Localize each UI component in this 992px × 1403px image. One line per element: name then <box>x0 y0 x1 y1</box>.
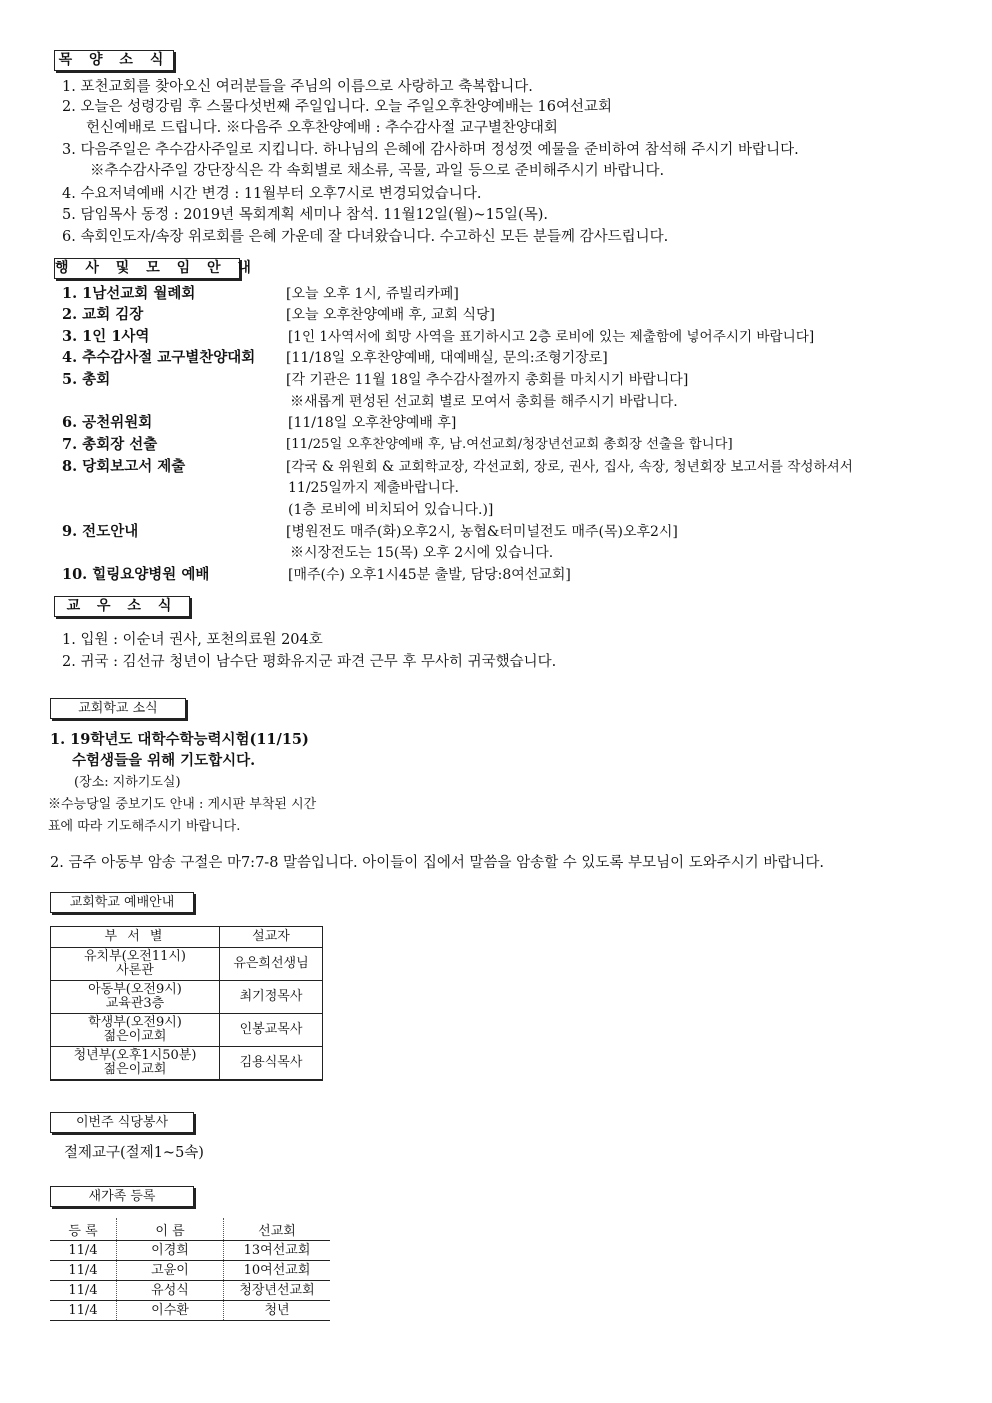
col-name: 이 름 <box>117 1218 224 1241</box>
col-preacher: 설교자 <box>220 927 323 948</box>
events-header: 행 사 및 모 임 안 내 <box>54 258 240 279</box>
school-news-item-1-sub: 수험생들을 위해 기도합시다. <box>72 752 256 769</box>
dept-place: 젊은이교회 <box>103 1029 167 1044</box>
event-label-5: 5. 총회 <box>62 371 111 388</box>
dept-cell <box>51 981 220 1014</box>
table-row <box>50 1301 330 1321</box>
event-value-6: [11/18일 오후찬양예배 후] <box>288 415 457 431</box>
event-value-8-line2: 11/25일까지 제출바랍니다. <box>288 480 459 496</box>
members-item-2: 2. 귀국 : 김선규 청년이 남수단 평화유지군 파견 근무 후 무사히 귀국했습니다. <box>62 654 557 670</box>
members-item-1: 1. 입원 : 이순녀 권사, 포천의료원 204호 <box>62 632 323 648</box>
dept-name: 아동부(오전9시) <box>88 982 182 997</box>
pastoral-item-3-note: ※추수감사주일 강단장식은 각 속회별로 채소류, 곡물, 과일 등으로 준비해주시기 바랍니다. <box>90 163 665 179</box>
pastoral-item-5: 5. 담임목사 동정 : 2019년 목회계획 세미나 참석. 11월12일(월)~15일(목). <box>62 207 548 223</box>
group-cell: 13여선교회 <box>224 1241 331 1261</box>
event-value-7: [11/25일 오후찬양예배 후, 남.여선교회/청장년선교회 총회장 선출을 합니다] <box>286 437 733 452</box>
event-value-9: [병원전도 매주(화)오후2시, 농협&터미널전도 매주(목)오후2시] <box>286 524 678 540</box>
event-value-5: [각 기관은 11월 18일 추수감사절까지 총회를 마치시기 바랍니다] <box>286 372 689 388</box>
pastoral-item-6: 6. 속회인도자/속장 위로회를 은혜 가운데 잘 다녀왔습니다. 수고하신 모든 분들께 감사드립니다. <box>62 229 669 245</box>
name-cell: 유성식 <box>117 1281 224 1301</box>
school-news-item-1-place: (장소: 지하기도실) <box>74 775 181 790</box>
dept-place: 교육관3층 <box>105 996 165 1011</box>
event-label-2: 2. 교회 김장 <box>62 306 144 323</box>
event-value-10: [매주(수) 오후1시45분 출발, 담당:8여선교회] <box>288 567 571 583</box>
pastoral-item-4: 4. 수요저녁예배 시간 변경 : 11월부터 오후7시로 변경되었습니다. <box>62 186 482 202</box>
school-news-header: 교회학교 소식 <box>50 698 186 719</box>
preacher-cell: 김용식목사 <box>220 1047 323 1081</box>
dept-cell <box>51 1047 220 1081</box>
dept-name: 학생부(오전9시) <box>88 1015 182 1030</box>
event-label-9: 9. 전도안내 <box>62 523 139 540</box>
table-header-row <box>51 927 323 948</box>
event-label-3: 3. 1인 1사역 <box>62 328 150 345</box>
school-news-note-2: 표에 따라 기도해주시기 바랍니다. <box>48 819 241 834</box>
table-row <box>51 981 323 1014</box>
event-label-10: 10. 힐링요양병원 예배 <box>62 566 210 583</box>
members-header: 교 우 소 식 <box>54 596 190 617</box>
preacher-cell: 최기정목사 <box>220 981 323 1014</box>
school-worship-table <box>50 926 323 1081</box>
table-row <box>50 1261 330 1281</box>
col-dept: 부 서 별 <box>51 927 220 948</box>
event-label-4: 4. 추수감사절 교구별찬양대회 <box>62 349 256 366</box>
table-row <box>51 1014 323 1047</box>
school-news-note-1: ※수능당일 중보기도 안내 : 게시판 부착된 시간 <box>48 797 317 812</box>
dept-place: 사론관 <box>116 963 154 978</box>
date-cell: 11/4 <box>50 1241 117 1261</box>
preacher-cell: 유은희선생님 <box>220 948 323 981</box>
pastoral-item-2-cont: 헌신예배로 드립니다. ※다음주 오후찬양예배 : 추수감사절 교구별찬양대회 <box>86 120 558 136</box>
pastoral-item-3: 3. 다음주일은 추수감사주일로 지킵니다. 하나님의 은혜에 감사하며 정성껏 예물을 준비하여 참석해 주시기 바랍니다. <box>62 142 799 158</box>
event-label-8: 8. 당회보고서 제출 <box>62 458 186 475</box>
name-cell: 고윤이 <box>117 1261 224 1281</box>
event-value-5-note: ※새롭게 편성된 선교회 별로 모여서 총회를 해주시기 바랍니다. <box>290 394 678 410</box>
pastoral-item-1: 1. 포천교회를 찾아오신 여러분들을 주님의 이름으로 사랑하고 축복합니다. <box>62 79 533 95</box>
name-cell: 이경희 <box>117 1241 224 1261</box>
table-row <box>51 948 323 981</box>
school-news-item-2: 2. 금주 아동부 암송 구절은 마7:7-8 말씀입니다. 아이들이 집에서 말씀을 암송할 수 있도록 부모님이 도와주시기 바랍니다. <box>50 855 824 871</box>
event-value-2: [오늘 오후찬양예배 후, 교회 식당] <box>286 307 495 323</box>
table-row <box>51 1047 323 1081</box>
dept-cell <box>51 1014 220 1047</box>
name-cell: 이수환 <box>117 1301 224 1321</box>
table-row <box>50 1241 330 1261</box>
pastoral-header: 목 양 소 식 <box>54 50 174 71</box>
date-cell: 11/4 <box>50 1281 117 1301</box>
event-label-6: 6. 공천위원회 <box>62 414 153 431</box>
preacher-cell: 인봉교목사 <box>220 1014 323 1047</box>
pastoral-item-2: 2. 오늘은 성령강림 후 스물다섯번째 주일입니다. 오늘 주일오후찬양예배는 16여선교회 <box>62 99 613 115</box>
event-value-8-line3: (1층 로비에 비치되어 있습니다.)] <box>288 502 494 518</box>
event-label-1: 1. 1남선교회 월례회 <box>62 285 196 302</box>
dept-name: 유치부(오전11시) <box>83 949 187 964</box>
event-value-3: [1인 1사역서에 희망 사역을 표기하시고 2층 로비에 있는 제출함에 넣어주시기 바랍니다] <box>288 329 815 345</box>
school-worship-header: 교회학교 예배안내 <box>50 892 194 913</box>
kitchen-text: 절제교구(절제1~5속) <box>64 1145 204 1161</box>
school-news-item-1-title: 1. 19학년도 대학수학능력시험(11/15) <box>50 731 309 748</box>
dept-cell <box>51 948 220 981</box>
group-cell: 청장년선교회 <box>224 1281 331 1301</box>
table-header-row <box>50 1218 330 1241</box>
new-family-header: 새가족 등록 <box>50 1186 194 1207</box>
table-row <box>50 1281 330 1301</box>
dept-place: 젊은이교회 <box>103 1062 167 1077</box>
kitchen-header: 이번주 식당봉사 <box>50 1112 194 1133</box>
event-label-7: 7. 총회장 선출 <box>62 436 158 453</box>
group-cell: 청년 <box>224 1301 331 1321</box>
event-value-1: [오늘 오후 1시, 쥬빌리카페] <box>286 286 459 302</box>
group-cell: 10여선교회 <box>224 1261 331 1281</box>
event-value-9-note: ※시장전도는 15(목) 오후 2시에 있습니다. <box>290 545 554 561</box>
date-cell: 11/4 <box>50 1301 117 1321</box>
new-family-table <box>50 1218 330 1321</box>
event-value-4: [11/18일 오후찬양예배, 대예배실, 문의:조형기장로] <box>286 350 608 366</box>
dept-name: 청년부(오후1시50분) <box>73 1048 197 1063</box>
date-cell: 11/4 <box>50 1261 117 1281</box>
col-date: 등 록 <box>50 1218 117 1241</box>
col-group: 선교회 <box>224 1218 331 1241</box>
event-value-8: [각국 & 위원회 & 교회학교장, 각선교회, 장로, 권사, 집사, 속장, 청년회장 보고서를 작성하셔서 <box>286 459 853 475</box>
